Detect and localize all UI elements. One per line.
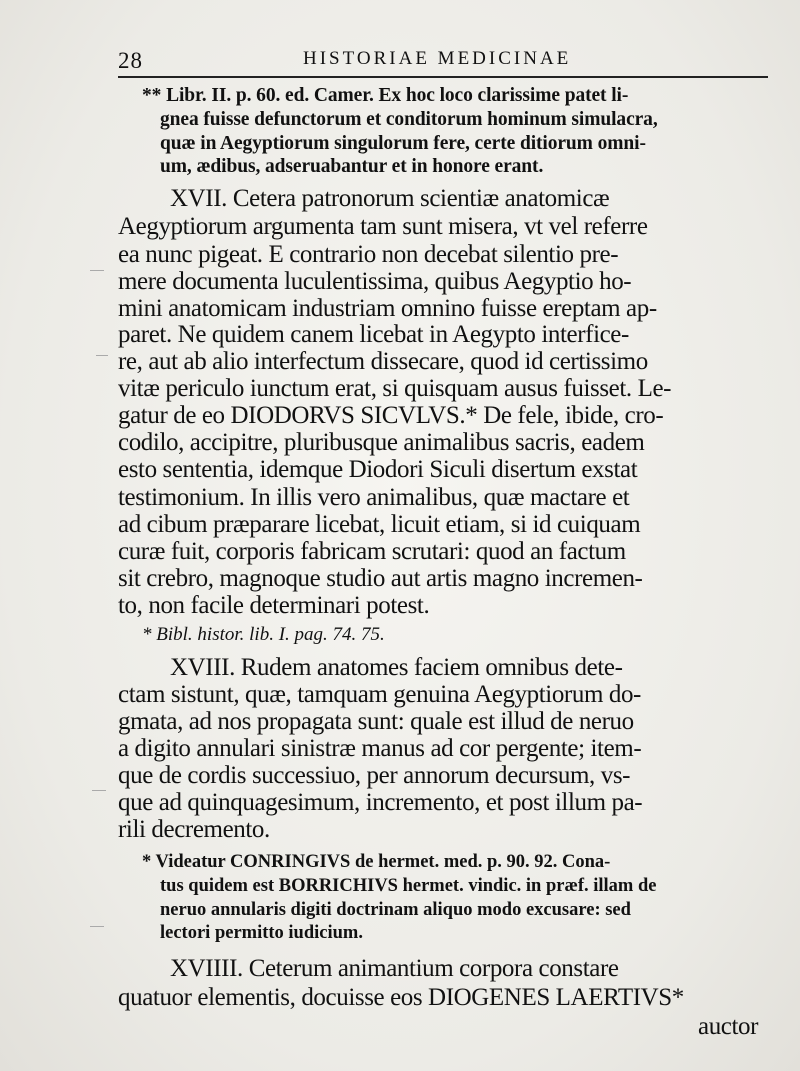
body-line: paret. Ne quidem canem licebat in Aegypto interfice- <box>118 321 629 348</box>
footnote-line: quæ in Aegyptiorum singulorum fere, certe ditiorum omni- <box>160 133 646 154</box>
body-line: esto sententia, idemque Diodori Siculi disertum exstat <box>118 456 638 483</box>
section-heading-line: XVII. Cetera patronorum scientiæ anatomicæ <box>170 185 610 212</box>
section-heading-line: XVIII. Rudem anatomes faciem omnibus dete- <box>170 654 623 681</box>
body-line: sit crebro, magnoque studio aut artis magno incremen- <box>118 565 643 592</box>
section-heading-line: XVIIII. Ceterum animantium corpora constare <box>170 955 619 982</box>
page-header <box>118 42 768 72</box>
body-line: rili decremento. <box>118 816 270 843</box>
footnote-line: * Bibl. histor. lib. I. pag. 74. 75. <box>142 624 385 645</box>
body-line: ad cibum præparare licebat, licuit etiam, si id cuiquam <box>118 511 641 538</box>
body-line: mini anatomicam industriam omnino fuisse ereptam ap- <box>118 295 657 322</box>
page-number: 28 <box>118 48 143 73</box>
body-line: codilo, accipitre, pluribusque animalibus sacris, eadem <box>118 429 645 456</box>
footnote-line: ** Libr. II. p. 60. ed. Camer. Ex hoc loco clarissime patet li- <box>142 85 629 106</box>
body-line: curæ fuit, corporis fabricam scrutari: quod an factum <box>118 538 626 565</box>
body-line: que ad quinquagesimum, incremento, et post illum pa- <box>118 789 643 816</box>
body-line: a digito annulari sinistræ manus ad cor pergente; item- <box>118 735 642 762</box>
body-line: quatuor elementis, docuisse eos DIOGENES LAERTIVS* <box>118 984 684 1011</box>
body-line: que de cordis successiuo, per annorum decursum, vs- <box>118 762 631 789</box>
body-line: testimonium. In illis vero animalibus, quæ mactare et <box>118 484 630 511</box>
running-head: HISTORIAE MEDICINAE <box>303 48 572 69</box>
body-line: gatur de eo DIODORVS SICVLVS.* De fele, ibide, cro- <box>118 402 664 429</box>
footnote-line: lectori permitto iudicium. <box>160 923 363 943</box>
body-line: gmata, ad nos propagata sunt: quale est illud de neruo <box>118 708 634 735</box>
body-line: re, aut ab alio interfectum dissecare, quod id certissimo <box>118 348 648 375</box>
body-line: Aegyptiorum argumenta tam sunt misera, vt vel referre <box>118 213 648 240</box>
paper-speck <box>92 790 106 791</box>
footnote-line: tus quidem est BORRICHIVS hermet. vindic. in præf. illam de <box>160 876 657 896</box>
body-line: ea nunc pigeat. E contrario non decebat silentio pre- <box>118 241 619 268</box>
footnote-line: um, ædibus, adseruabantur et in honore erant. <box>160 156 544 177</box>
body-line: to, non facile determinari potest. <box>118 592 430 619</box>
catchword: auctor <box>698 1013 759 1040</box>
body-line: ctam sistunt, quæ, tamquam genuina Aegyptiorum do- <box>118 681 641 708</box>
paper-speck <box>90 270 104 271</box>
paper-speck <box>90 926 104 927</box>
footnote-line: neruo annularis digiti doctrinam aliquo modo excusare: sed <box>160 900 631 920</box>
paper-speck <box>96 355 108 356</box>
header-rule <box>118 76 768 78</box>
footnote-line: * Videatur CONRINGIVS de hermet. med. p. 90. 92. Cona- <box>142 852 611 872</box>
body-line: vitæ periculo iunctum erat, si quisquam ausus fuisset. Le- <box>118 375 672 402</box>
body-line: mere documenta luculentissima, quibus Aegyptio ho- <box>118 268 632 295</box>
footnote-line: gnea fuisse defunctorum et conditorum hominum simulacra, <box>160 109 658 130</box>
